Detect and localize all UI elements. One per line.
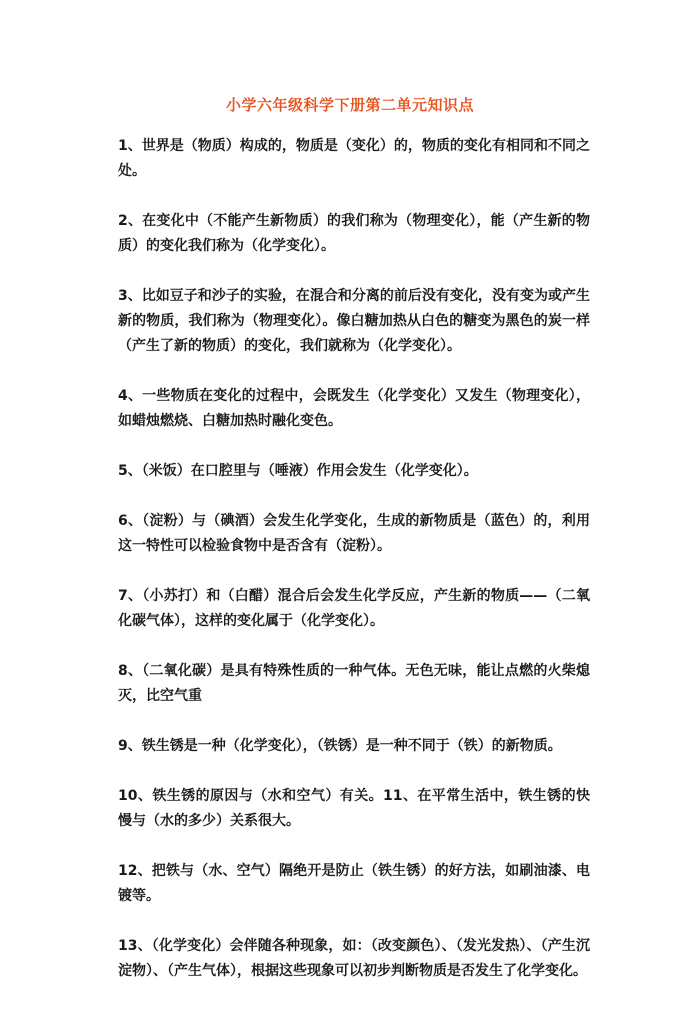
knowledge-item-1: 1、世界是（物质）构成的，物质是（变化）的，物质的变化有相同和不同之处。 [118,138,590,179]
knowledge-item-8: 8、（二氧化碳）是具有特殊性质的一种气体。无色无味，能让点燃的火柴熄灭，比空气重 [118,663,590,704]
knowledge-item-5: 5、（米饭）在口腔里与（唾液）作用会发生（化学变化）。 [118,463,478,479]
knowledge-list [118,134,590,1009]
knowledge-item-7: 7、（小苏打）和（白醋）混合后会发生化学反应，产生新的物质——（二氧化碳气体），这样的变化属于（化学变化）。 [118,588,590,629]
knowledge-item-9: 9、铁生锈是一种（化学变化），（铁锈）是一种不同于（铁）的新物质。 [118,738,562,754]
knowledge-item-4: 4、一些物质在变化的过程中，会既发生（化学变化）又发生（物理变化），如蜡烛燃烧、白糖加热时融化变色。 [118,388,590,429]
knowledge-item-12: 12、把铁与（水、空气）隔绝开是防止（铁生锈）的好方法，如刷油漆、电镀等。 [118,863,590,904]
knowledge-item-13: 13、（化学变化）会伴随各种现象，如：（改变颜色）、（发光发热）、（产生沉淀物）、（产生气体），根据这些现象可以初步判断物质是否发生了化学变化。 [118,938,590,979]
knowledge-item-2: 2、在变化中（不能产生新物质）的我们称为（物理变化），能（产生新的物质）的变化我们称为（化学变化）。 [118,213,590,254]
knowledge-item-6: 6、（淀粉）与（碘酒）会发生化学变化，生成的新物质是（蓝色）的，利用这一特性可以检验食物中是否含有（淀粉）。 [118,513,590,554]
document-title: 小学六年级科学下册第二单元知识点 [225,96,474,114]
knowledge-item-3: 3、比如豆子和沙子的实验，在混合和分离的前后没有变化，没有变为或产生新的物质，我们称为（物理变化）。像白糖加热从白色的糖变为黑色的炭一样（产生了新的物质）的变化，我们就称为（化学变化）。 [118,288,590,354]
knowledge-item-10: 10、铁生锈的原因与（水和空气）有关。11、在平常生活中，铁生锈的快慢与（水的多少）关系很大。 [118,788,590,829]
